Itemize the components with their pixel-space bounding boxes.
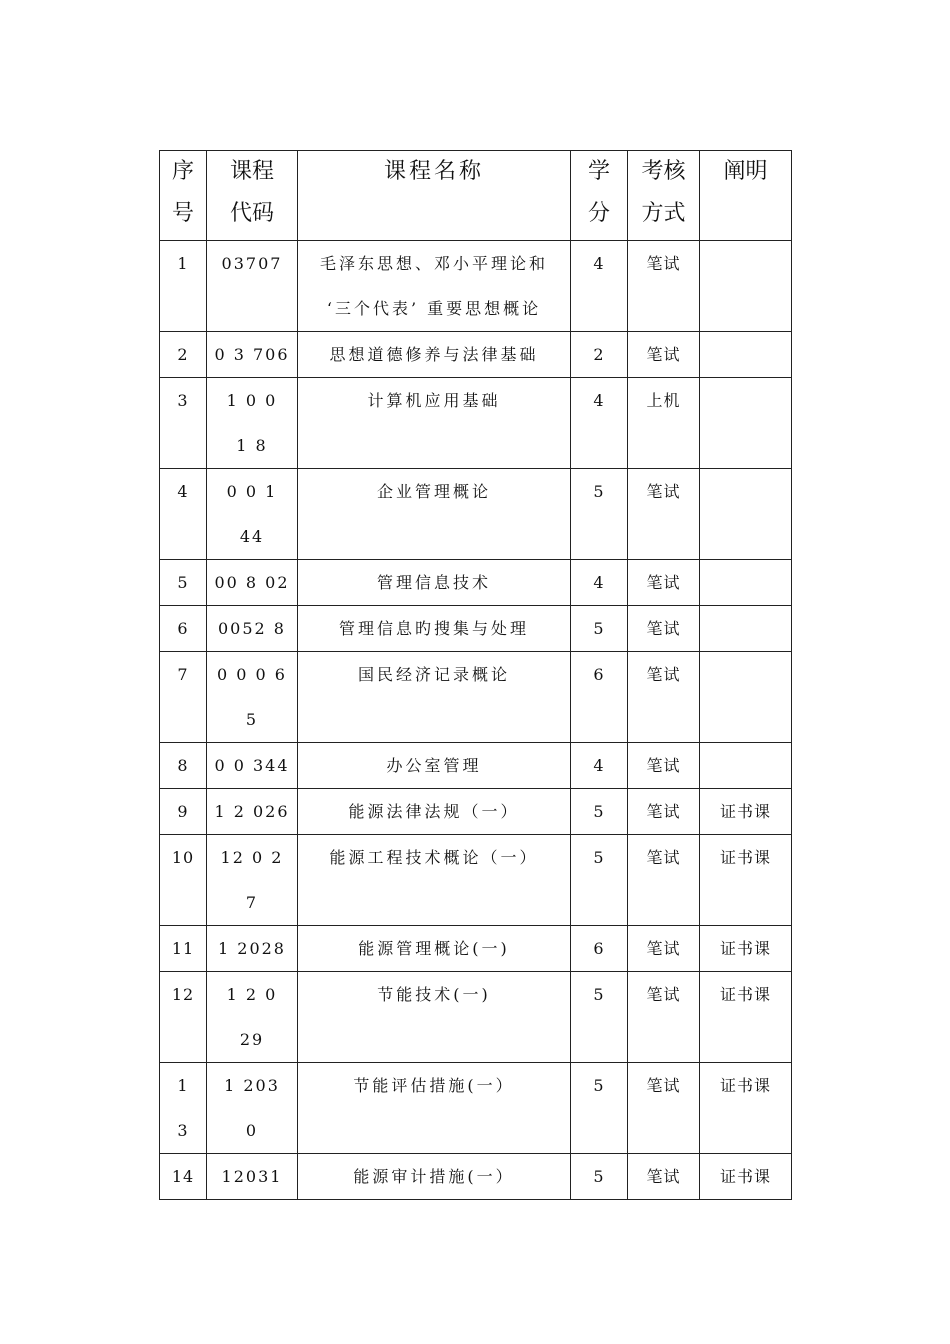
table-row	[160, 789, 792, 835]
cell-name: 能源管理概论(一)	[298, 926, 571, 972]
cell-name: 办公室管理	[298, 743, 571, 789]
cell-code: 0 0 0 6 5	[207, 652, 298, 743]
cell-exam: 笔试	[628, 1063, 700, 1154]
cell-note	[700, 469, 792, 560]
cell-code: 1 0 0 1 8	[207, 378, 298, 469]
cell-note	[700, 743, 792, 789]
cell-name: 计算机应用基础	[298, 378, 571, 469]
table-row	[160, 835, 792, 926]
cell-credit: 5	[571, 972, 628, 1063]
cell-code: 0 0 1 44	[207, 469, 298, 560]
cell-exam: 笔试	[628, 743, 700, 789]
cell-exam: 笔试	[628, 560, 700, 606]
cell-name: 能源审计措施(一）	[298, 1154, 571, 1200]
cell-credit: 4	[571, 560, 628, 606]
cell-credit: 5	[571, 1154, 628, 1200]
cell-code: 0 0 344	[207, 743, 298, 789]
cell-exam: 上机	[628, 378, 700, 469]
cell-note	[700, 606, 792, 652]
cell-credit: 4	[571, 378, 628, 469]
cell-note	[700, 652, 792, 743]
header-note: 阐明	[700, 151, 792, 241]
cell-code: 00 8 02	[207, 560, 298, 606]
cell-credit: 4	[571, 241, 628, 332]
cell-name: 毛泽东思想、邓小平理论和 ‘三个代表’ 重要思想概论	[298, 241, 571, 332]
cell-seq: 11	[160, 926, 207, 972]
cell-name: 企业管理概论	[298, 469, 571, 560]
table-row	[160, 652, 792, 743]
cell-code: 0 3 706	[207, 332, 298, 378]
cell-exam: 笔试	[628, 606, 700, 652]
cell-exam: 笔试	[628, 789, 700, 835]
cell-seq: 1 3	[160, 1063, 207, 1154]
cell-exam: 笔试	[628, 241, 700, 332]
cell-credit: 6	[571, 926, 628, 972]
table-row	[160, 241, 792, 332]
cell-name: 能源法律法规（一）	[298, 789, 571, 835]
cell-seq: 9	[160, 789, 207, 835]
cell-exam: 笔试	[628, 332, 700, 378]
cell-seq: 8	[160, 743, 207, 789]
table-row	[160, 972, 792, 1063]
course-table	[159, 150, 792, 1200]
cell-code: 12031	[207, 1154, 298, 1200]
table-row	[160, 606, 792, 652]
header-name: 课程名称	[298, 151, 571, 241]
cell-note: 证书课	[700, 835, 792, 926]
cell-seq: 5	[160, 560, 207, 606]
cell-code: 1 2 026	[207, 789, 298, 835]
cell-note	[700, 241, 792, 332]
header-seq: 序 号	[160, 151, 207, 241]
cell-credit: 2	[571, 332, 628, 378]
cell-seq: 14	[160, 1154, 207, 1200]
cell-name: 节能技术(一)	[298, 972, 571, 1063]
cell-seq: 4	[160, 469, 207, 560]
header-exam: 考核 方式	[628, 151, 700, 241]
cell-exam: 笔试	[628, 469, 700, 560]
table-row	[160, 1063, 792, 1154]
table-row	[160, 926, 792, 972]
cell-code: 0052 8	[207, 606, 298, 652]
cell-seq: 12	[160, 972, 207, 1063]
cell-credit: 4	[571, 743, 628, 789]
cell-credit: 5	[571, 789, 628, 835]
table-row	[160, 469, 792, 560]
table-row	[160, 378, 792, 469]
table-row	[160, 1154, 792, 1200]
cell-credit: 5	[571, 469, 628, 560]
cell-note	[700, 332, 792, 378]
cell-exam: 笔试	[628, 926, 700, 972]
cell-exam: 笔试	[628, 972, 700, 1063]
cell-exam: 笔试	[628, 1154, 700, 1200]
cell-name: 思想道德修养与法律基础	[298, 332, 571, 378]
cell-credit: 5	[571, 835, 628, 926]
cell-seq: 7	[160, 652, 207, 743]
cell-seq: 3	[160, 378, 207, 469]
table-body	[160, 241, 792, 1200]
cell-code: 03707	[207, 241, 298, 332]
cell-name: 国民经济记录概论	[298, 652, 571, 743]
cell-credit: 5	[571, 1063, 628, 1154]
cell-seq: 2	[160, 332, 207, 378]
cell-note: 证书课	[700, 1154, 792, 1200]
cell-seq: 6	[160, 606, 207, 652]
cell-name: 管理信息技术	[298, 560, 571, 606]
cell-note	[700, 560, 792, 606]
cell-credit: 5	[571, 606, 628, 652]
cell-note: 证书课	[700, 789, 792, 835]
table-row	[160, 743, 792, 789]
cell-code: 1 2 0 29	[207, 972, 298, 1063]
cell-exam: 笔试	[628, 652, 700, 743]
cell-seq: 10	[160, 835, 207, 926]
cell-code: 1 2028	[207, 926, 298, 972]
cell-note: 证书课	[700, 926, 792, 972]
cell-credit: 6	[571, 652, 628, 743]
cell-exam: 笔试	[628, 835, 700, 926]
cell-code: 12 0 2 7	[207, 835, 298, 926]
cell-name: 能源工程技术概论（一）	[298, 835, 571, 926]
cell-name: 节能评估措施(一）	[298, 1063, 571, 1154]
cell-note: 证书课	[700, 972, 792, 1063]
cell-name: 管理信息旳搜集与处理	[298, 606, 571, 652]
header-code: 课程 代码	[207, 151, 298, 241]
header-credit: 学 分	[571, 151, 628, 241]
cell-code: 1 203 0	[207, 1063, 298, 1154]
cell-note	[700, 378, 792, 469]
cell-seq: 1	[160, 241, 207, 332]
table-row	[160, 332, 792, 378]
cell-note: 证书课	[700, 1063, 792, 1154]
table-row	[160, 560, 792, 606]
header-row	[160, 151, 792, 241]
